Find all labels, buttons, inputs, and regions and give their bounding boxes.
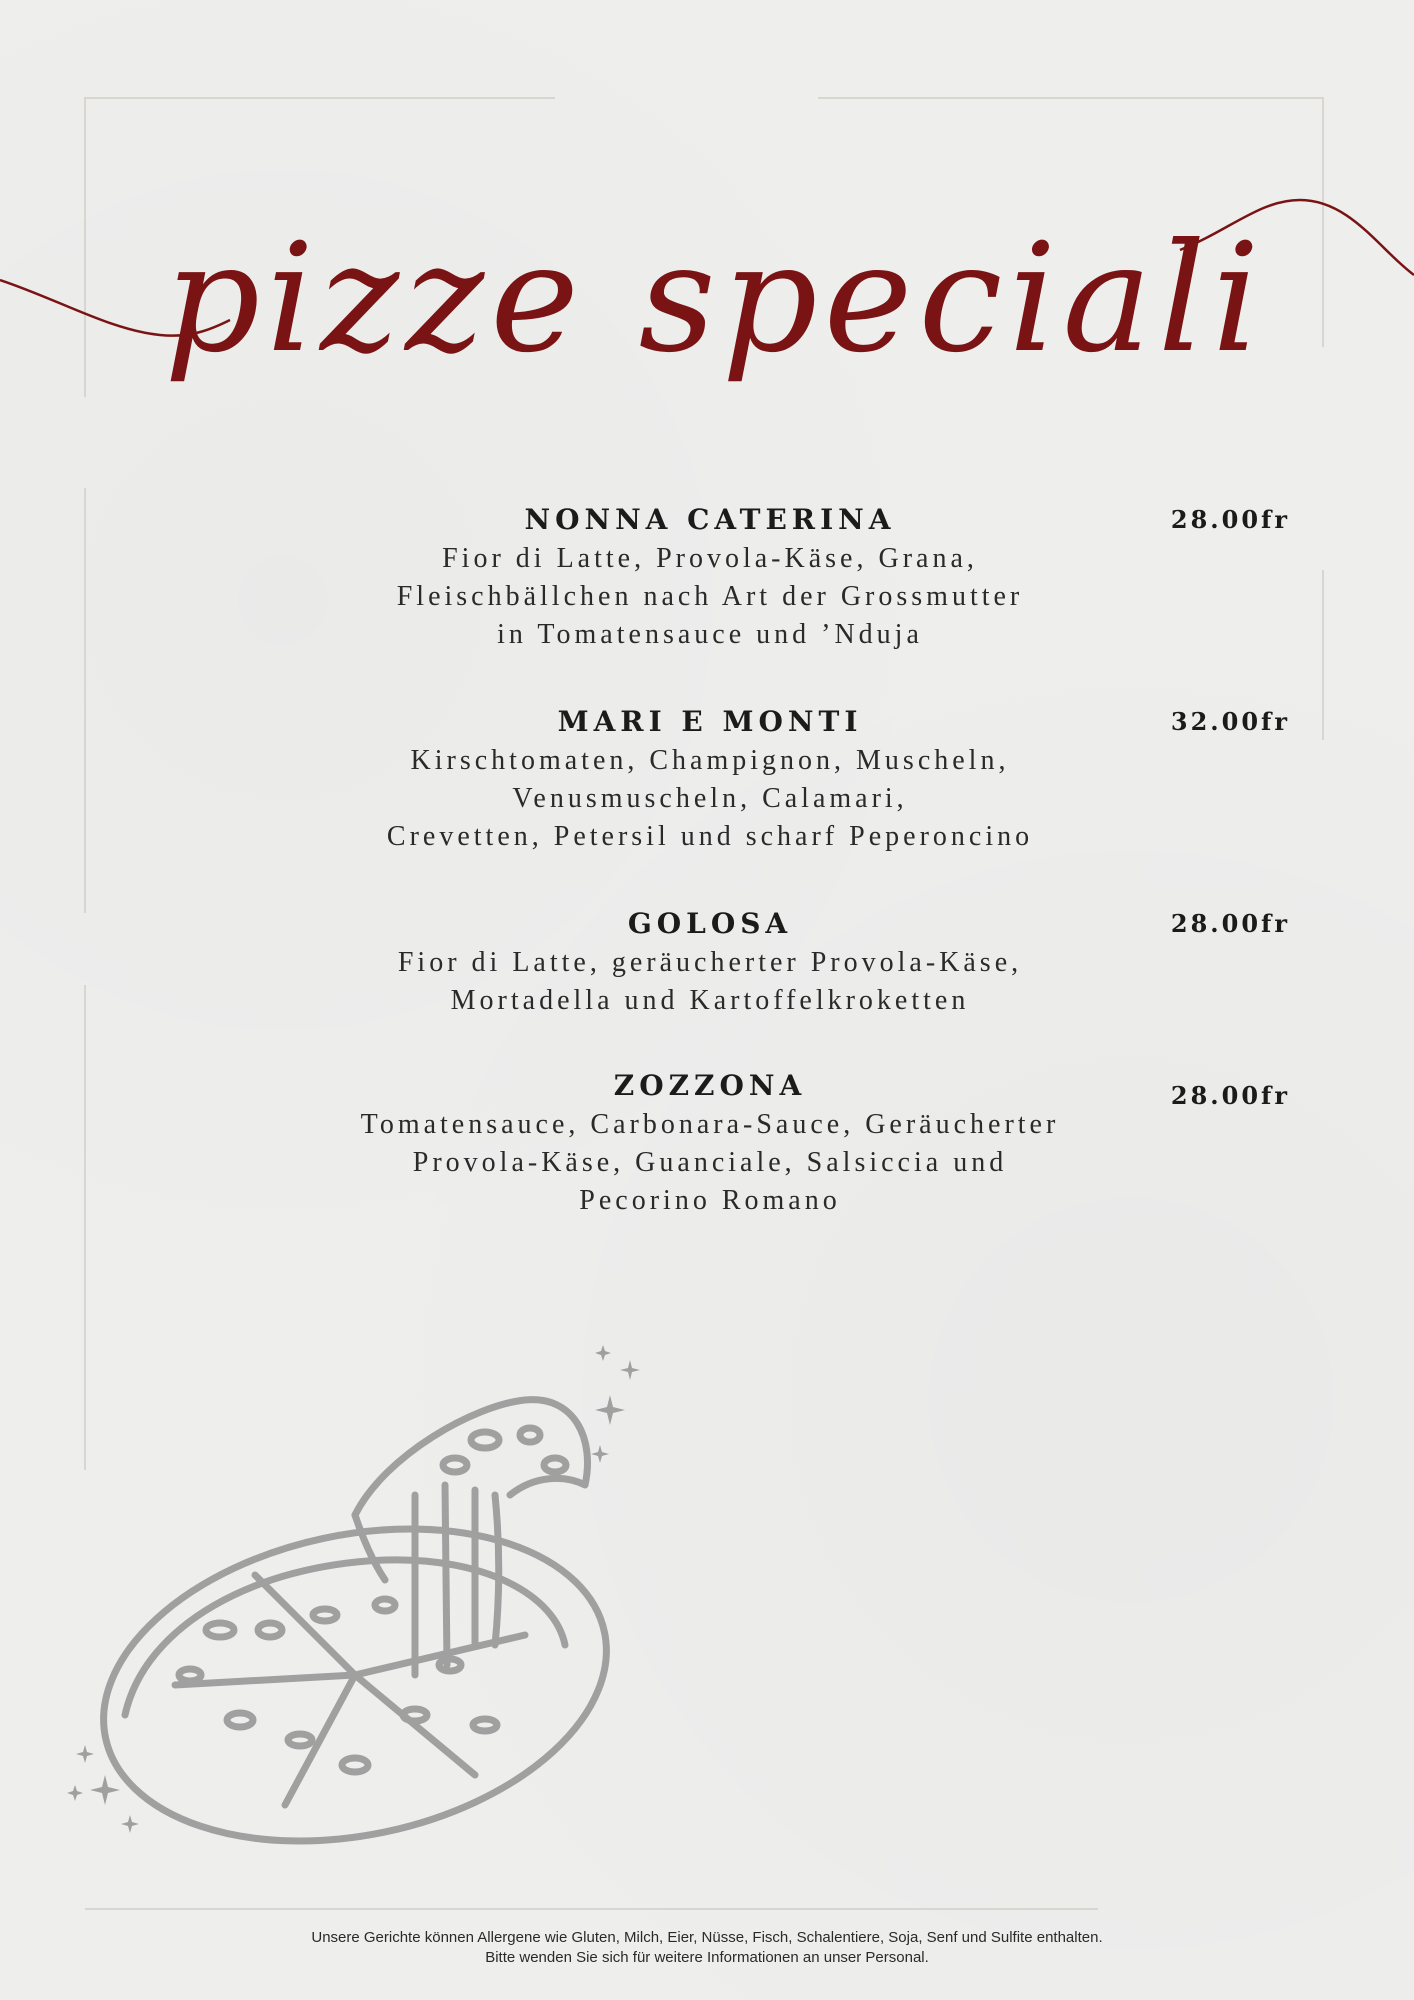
page-title: pizze speciali [164, 212, 1266, 386]
allergen-notice [0, 1928, 1414, 1968]
menu-item-name: GOLOSA [627, 907, 793, 940]
frame-top-right [818, 97, 1324, 99]
menu-item-description: Fior di Latte, Provola-Käse, Grana, Fleischbällchen nach Art der Grossmutter in Tomatensauce und ’Nduja [396, 543, 1024, 650]
frame-left-mid [84, 488, 86, 913]
frame-top-left [85, 97, 555, 99]
menu-item-name: MARI E MONTI [557, 705, 863, 738]
menu-item-price: 28.00fr [1170, 1081, 1290, 1110]
frame-right-mid [1322, 570, 1324, 740]
menu-item-name: ZOZZONA [613, 1069, 807, 1102]
menu-item-golosa [230, 904, 1290, 1066]
frame-bottom [85, 1908, 1098, 1910]
page-title-graphic [0, 140, 1414, 430]
menu-item-description: Tomatensauce, Carbonara-Sauce, Geräucherter Provola-Käse, Guanciale, Salsiccia und Pecorino Romano [360, 1109, 1060, 1216]
menu-item-zozzona [230, 1066, 1290, 1226]
menu-item-price: 32.00fr [1170, 707, 1290, 736]
allergen-notice-line-2: Bitte wenden Sie sich für weitere Informationen an unser Personal. [485, 1949, 929, 1966]
menu-item-name: NONNA CATERINA [524, 503, 896, 536]
allergen-notice-line-1: Unsere Gerichte können Allergene wie Gluten, Milch, Eier, Nüsse, Fisch, Schalentiere, Soja, Senf und Sulfite enthalten. [311, 1929, 1103, 1946]
menu-item-description: Fior di Latte, geräucherter Provola-Käse, Mortadella und Kartoffelkroketten [397, 947, 1023, 1016]
menu-item-nonna-caterina [230, 500, 1290, 702]
menu-item-mari-e-monti [230, 702, 1290, 904]
menu-list [230, 500, 1290, 1226]
menu-item-price: 28.00fr [1170, 505, 1290, 534]
pizza-slice-illustration-icon [55, 1345, 665, 1865]
menu-item-description: Kirschtomaten, Champignon, Muscheln, Venusmuscheln, Calamari, Crevetten, Petersil und scharf Peperoncino [386, 745, 1034, 852]
menu-item-price: 28.00fr [1170, 909, 1290, 938]
